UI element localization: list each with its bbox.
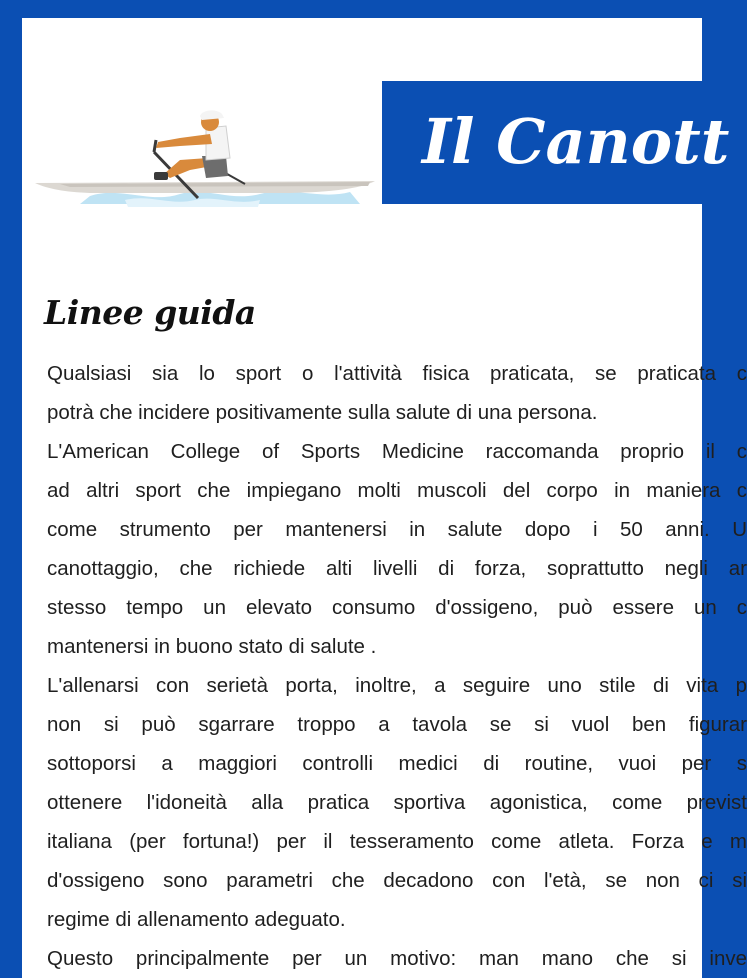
title-banner bbox=[382, 81, 730, 204]
text-line: L'allenarsi con serietà porta, inoltre, a seguire uno stile di vita p bbox=[47, 674, 747, 697]
text-line: Questo principalmente per un motivo: man mano che si inve bbox=[47, 947, 747, 970]
text-line: come strumento per mantenersi in salute dopo i 50 anni. U bbox=[47, 518, 747, 541]
section-heading: Linee guida bbox=[44, 293, 256, 332]
rower-shoe bbox=[154, 172, 168, 180]
rower-illustration bbox=[30, 108, 380, 208]
text-line: non si può sgarrare troppo a tavola se si vuol ben figurar bbox=[47, 713, 747, 736]
text-line: canottaggio, che richiede alti livelli di forza, soprattutto negli ar bbox=[47, 557, 747, 580]
oar-handle bbox=[154, 140, 156, 152]
text-line: stesso tempo un elevato consumo d'ossigeno, può essere un c bbox=[47, 596, 747, 619]
document-page bbox=[22, 18, 747, 978]
text-line: mantenersi in buono stato di salute . bbox=[47, 635, 377, 658]
text-line: ad altri sport che impiegano molti muscoli del corpo in maniera c bbox=[47, 479, 747, 502]
text-line: Qualsiasi sia lo sport o l'attività fisica praticata, se praticata c bbox=[47, 362, 747, 385]
page-title: Il Canott bbox=[422, 105, 730, 178]
rower-arm bbox=[156, 134, 212, 148]
text-line: ottenere l'idoneità alla pratica sportiva agonistica, come previst bbox=[47, 791, 747, 814]
text-line: sottoporsi a maggiori controlli medici di routine, vuoi per s bbox=[47, 752, 747, 775]
rower-cap bbox=[200, 110, 224, 120]
text-line: regime di allenamento adeguato. bbox=[47, 908, 346, 931]
text-line: italiana (per fortuna!) per il tesseramento come atleta. Forza e m bbox=[47, 830, 747, 853]
text-line: d'ossigeno sono parametri che decadono con l'età, se non ci si bbox=[47, 869, 747, 892]
body-text bbox=[47, 354, 747, 978]
text-line: L'American College of Sports Medicine raccomanda proprio il c bbox=[47, 440, 747, 463]
text-line: potrà che incidere positivamente sulla salute di una persona. bbox=[47, 401, 598, 424]
